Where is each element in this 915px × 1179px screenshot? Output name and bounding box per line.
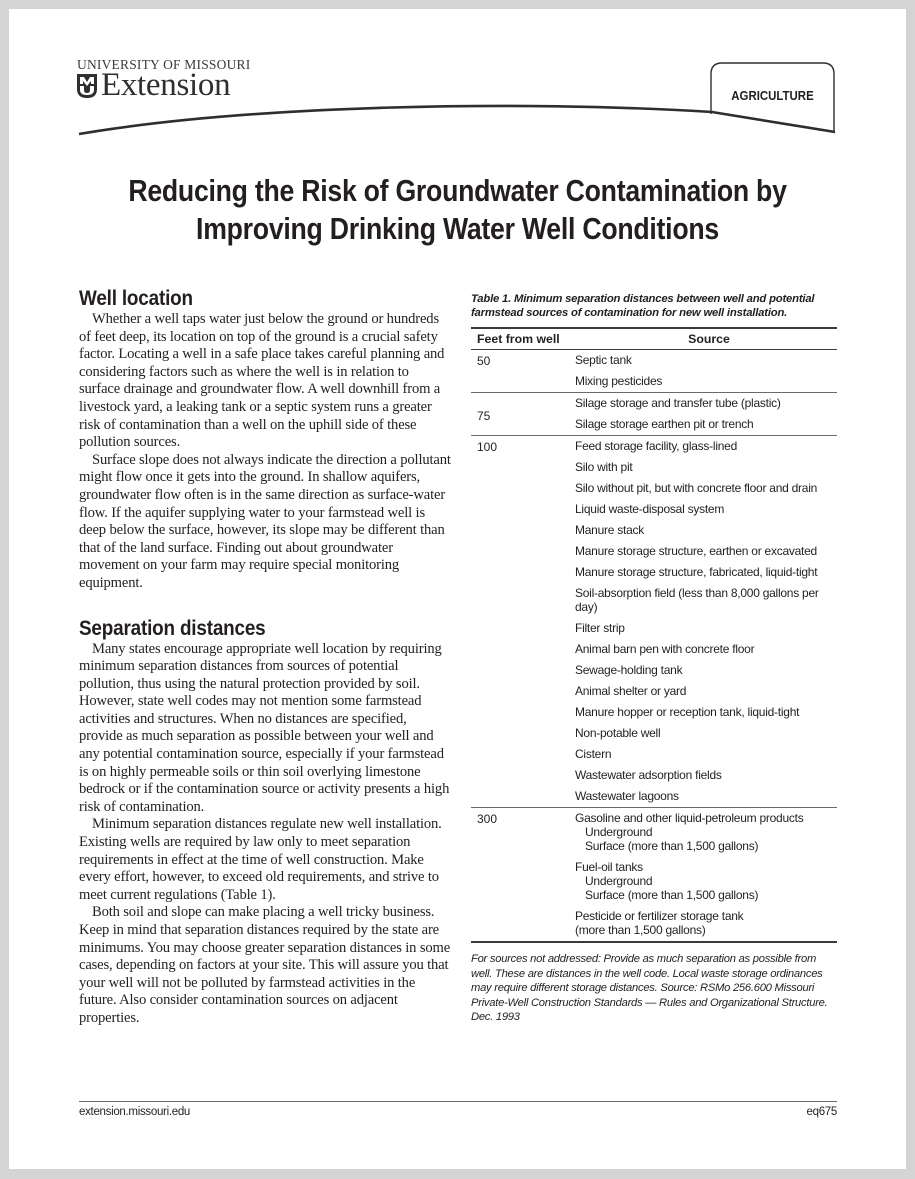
source-label: Gasoline and other liquid-petroleum products — [575, 811, 804, 825]
source-label: Manure storage structure, fabricated, liquid-tight — [575, 565, 818, 579]
source-cell — [575, 350, 837, 393]
source-item — [575, 499, 837, 520]
paragraph: Surface slope does not always indicate the direction a pollutant might flow once it gets into the ground. In shallow aquifers, groundwater flow often is in the same direction as surface-water flow. If the aquifer supplying water to your farmstead well is deep below the surface, however, its slope may be different than that of the land surface. Finding out about groundwater movement on your farm may require special monitoring equipment. — [79, 451, 451, 591]
org-name: Extension — [101, 67, 231, 103]
page-title — [116, 172, 800, 248]
source-item — [575, 639, 837, 660]
table-header-row — [471, 328, 837, 350]
title-line-2: Improving Drinking Water Well Conditions — [196, 211, 719, 246]
footer-divider — [79, 1101, 837, 1102]
source-subitem: Surface (more than 1,500 gallons) — [585, 839, 759, 853]
source-item — [575, 702, 837, 723]
separation-table — [471, 327, 837, 943]
source-label: Sewage-holding tank — [575, 663, 683, 677]
table-row — [471, 393, 837, 436]
source-label: Fuel-oil tanks — [575, 860, 643, 874]
source-item — [575, 681, 837, 702]
source-item — [575, 457, 837, 478]
footer-website: extension.missouri.edu — [79, 1106, 191, 1118]
source-label: Manure hopper or reception tank, liquid-tight — [575, 705, 800, 719]
source-item — [575, 583, 837, 618]
source-item — [575, 371, 837, 392]
source-item — [575, 520, 837, 541]
source-label: Wastewater adsorption fields — [575, 768, 722, 782]
source-item — [575, 808, 837, 857]
source-item — [575, 786, 837, 807]
paragraph: Whether a well taps water just below the ground or hundreds of feet deep, its location on top of the ground is a crucial safety factor. Locating a well in a safe place takes careful planning and considering factors such as where the well is in relation to surface drainage and groundwater flow. A well downhill from a livestock yard, a leaking tank or a septic system runs a greater risk of contamination than a well on the uphill side of these pollution sources. — [79, 311, 445, 451]
source-label: Soil-absorption field (less than 8,000 gallons per day) — [575, 586, 819, 614]
article-body — [79, 287, 451, 1028]
title-line-1: Reducing the Risk of Groundwater Contamination by — [128, 173, 787, 208]
source-subitem: Underground — [585, 874, 653, 888]
source-label: Animal barn pen with concrete floor — [575, 642, 755, 656]
footer-doc-id: eq675 — [806, 1106, 837, 1118]
source-label: Pesticide or fertilizer storage tank — [575, 909, 744, 923]
source-item — [575, 562, 837, 583]
source-item — [575, 765, 837, 786]
source-label: Animal shelter or yard — [575, 684, 687, 698]
org-line: UNIVERSITY OF MISSOURI — [77, 57, 251, 72]
feet-cell: 300 — [471, 808, 575, 943]
paragraph: Minimum separation distances regulate new well installation. Existing wells are required by law only to meet separation requirements in effect at the time of well construction. Make every effort, however, to exceed old requirements, and strive to meet current regulations (Table 1). — [79, 816, 442, 903]
header-swoosh-line — [79, 106, 835, 134]
source-item — [575, 660, 837, 681]
source-item — [575, 436, 837, 457]
source-label: Manure storage structure, earthen or excavated — [575, 544, 817, 558]
source-cell — [575, 393, 837, 436]
source-item — [575, 350, 837, 371]
source-subitem: Underground — [585, 825, 653, 839]
source-subitem: Surface (more than 1,500 gallons) — [585, 888, 759, 902]
source-item — [575, 414, 837, 435]
feet-cell: 100 — [471, 436, 575, 808]
mizzou-shield-icon — [76, 73, 98, 99]
table-row — [471, 436, 837, 808]
section-heading: Separation distances — [79, 616, 266, 640]
source-item — [575, 393, 837, 414]
paragraph: Both soil and slope can make placing a well tricky business. Keep in mind that separation distances required by the state are minimums. You may choose greater separation distances in some cases, depending on factors at your site. This will assure you that your well will not be polluted by farmstead activities in the future. Also consider contamination sources on adjacent properties. — [79, 904, 451, 1026]
table-row — [471, 350, 837, 393]
section-well-location — [79, 287, 451, 593]
section-heading: Well location — [79, 287, 193, 310]
source-label: Silage storage earthen pit or trench — [575, 417, 754, 431]
source-item — [575, 478, 837, 499]
feet-cell: 75 — [471, 393, 575, 436]
section-separation-distances — [79, 617, 451, 1028]
source-label: Silo with pit — [575, 460, 633, 474]
source-label: Wastewater lagoons — [575, 789, 679, 803]
source-item — [575, 541, 837, 562]
logo — [76, 69, 230, 102]
source-label-continuation: (more than 1,500 gallons) — [575, 923, 706, 937]
source-cell — [575, 808, 837, 943]
paragraph: Many states encourage appropriate well location by requiring minimum separation distances from sources of potential pollution, thus using the natural protection provided by soil. However, state well codes may not mention some farmstead activities and structures. When no distances are specified, provide as much separation as possible between your well and any potential contamination source, especially if your farmstead is on highly permeable soils or thin soil overlying limestone bedrock or if the contamination source or activity presents a high risk of contamination. — [79, 640, 450, 815]
source-label: Cistern — [575, 747, 612, 761]
feet-cell: 50 — [471, 350, 575, 393]
source-label: Mixing pesticides — [575, 374, 663, 388]
source-label: Manure stack — [575, 523, 645, 537]
source-label: Silo without pit, but with concrete floor and drain — [575, 481, 818, 495]
table-row — [471, 808, 837, 943]
column-header-feet: Feet from well — [471, 328, 575, 350]
source-item — [575, 744, 837, 765]
table-note: For sources not addressed: Provide as much separation as possible from well. These are distances in the well code. Local waste storage ordinances may require different storage distances. Source: RSMo 256.600 Missouri Private-Well Construction Standards — Rules and Organizational Structure. Dec. 1993 — [471, 953, 828, 1023]
table-caption: Table 1. Minimum separation distances between well and potential farmstead sources of contamination for new well installation. — [471, 293, 815, 319]
source-label: Septic tank — [575, 353, 632, 367]
source-label: Liquid waste-disposal system — [575, 502, 725, 516]
source-item — [575, 723, 837, 744]
source-label: Feed storage facility, glass-lined — [575, 439, 738, 453]
table-body — [471, 350, 837, 943]
category-tab: AGRICULTURE — [731, 88, 814, 103]
source-cell — [575, 436, 837, 808]
source-item — [575, 857, 837, 906]
table-block — [471, 292, 837, 1025]
column-header-source: Source — [575, 328, 837, 350]
source-item — [575, 618, 837, 639]
source-label: Silage storage and transfer tube (plastic) — [575, 396, 781, 410]
source-item — [575, 906, 837, 941]
source-label: Filter strip — [575, 621, 625, 635]
source-label: Non-potable well — [575, 726, 661, 740]
